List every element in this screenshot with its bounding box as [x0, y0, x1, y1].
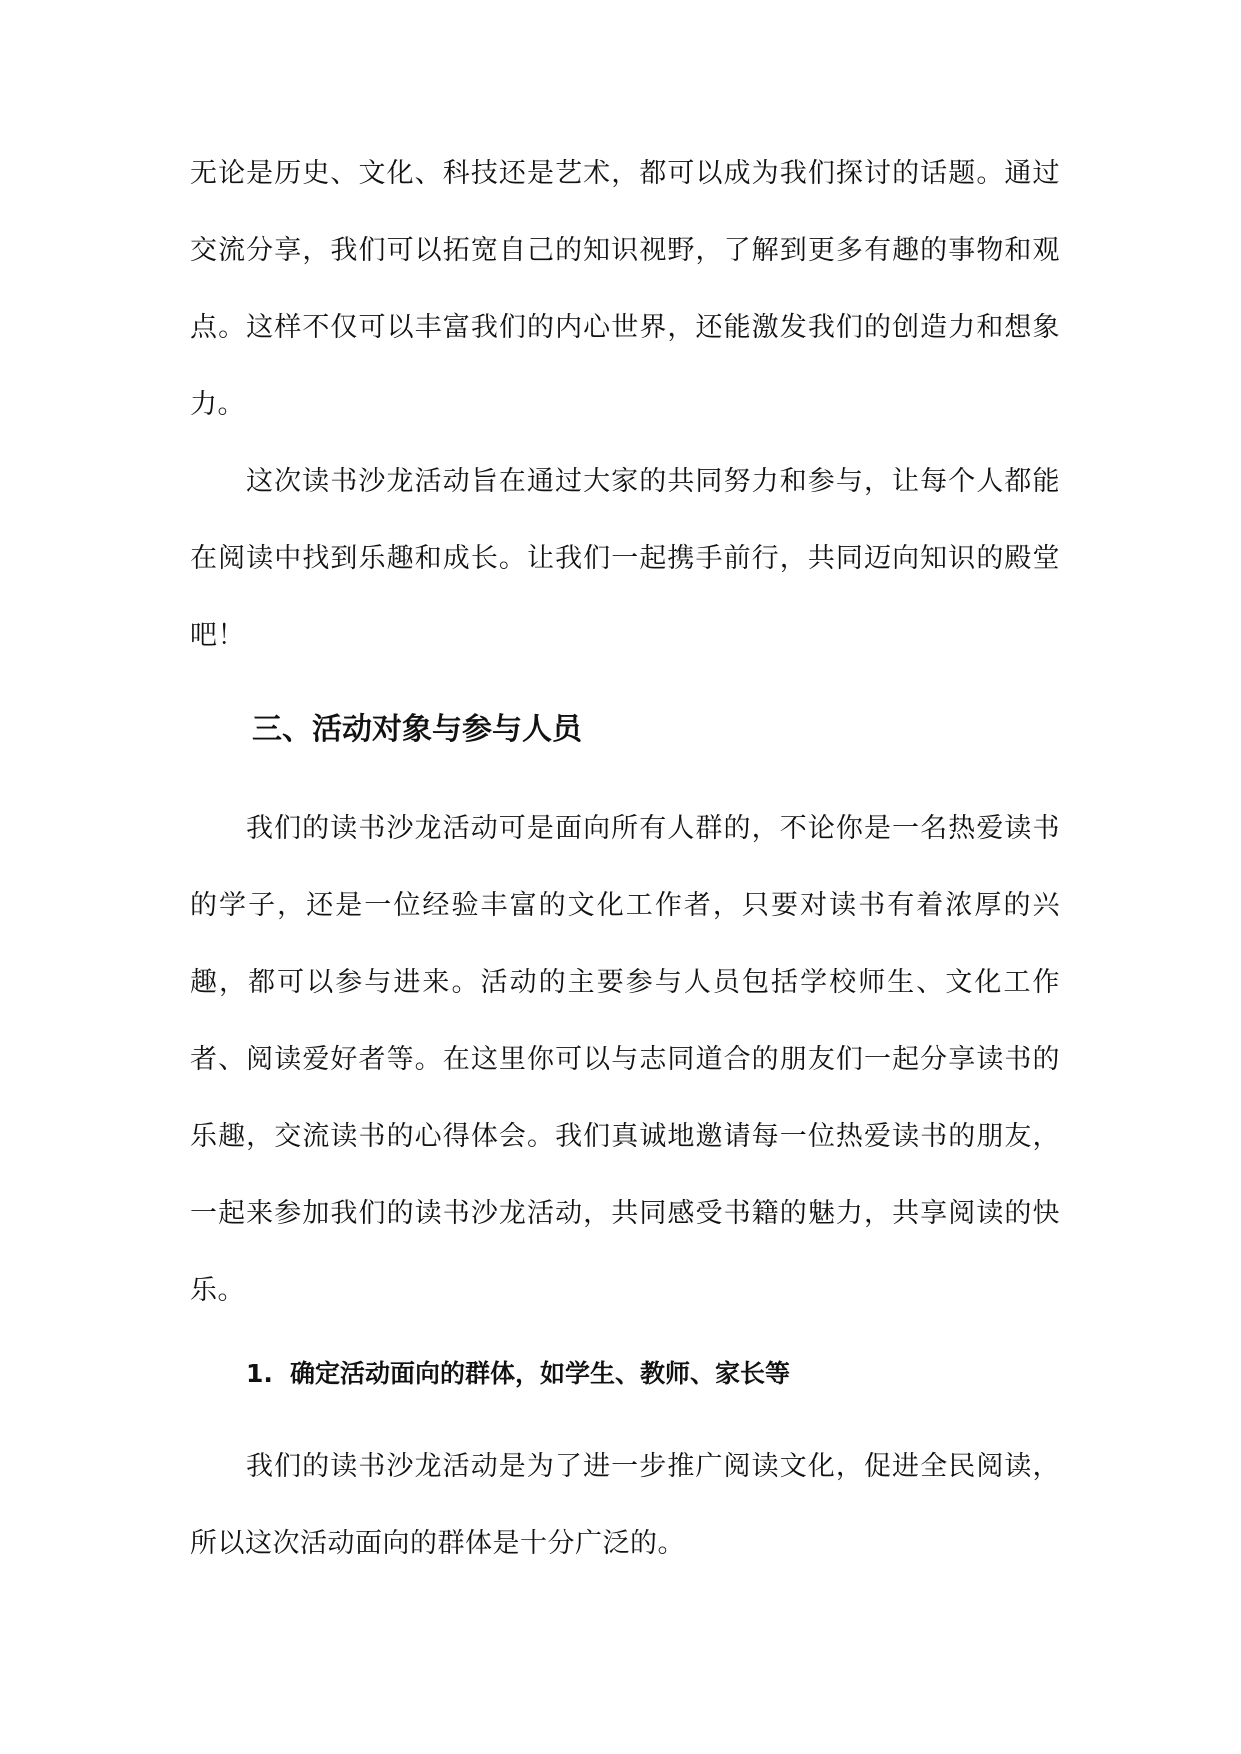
subheading-number: 1.: [246, 1359, 273, 1388]
section-heading: 三、活动对象与参与人员: [252, 712, 582, 747]
paragraph-audience: 我们的读书沙龙活动是为了进一步推广阅读文化，促进全民阅读，所以这次活动面向的群体是十分广泛的。: [190, 1451, 1060, 1559]
subheading: [246, 1356, 790, 1392]
paragraph-purpose: 这次读书沙龙活动旨在通过大家的共同努力和参与，让每个人都能在阅读中找到乐趣和成长。让我们一起携手前行，共同迈向知识的殿堂吧！: [190, 466, 1060, 651]
paragraph-participants: 我们的读书沙龙活动可是面向所有人群的，不论你是一名热爱读书的学子，还是一位经验丰富的文化工作者，只要对读书有着浓厚的兴趣，都可以参与进来。活动的主要参与人员包括学校师生、文化工作者、阅读爱好者等。在这里你可以与志同道合的朋友们一起分享读书的乐趣，交流读书的心得体会。我们真诚地邀请每一位热爱读书的朋友，一起来参加我们的读书沙龙活动，共同感受书籍的魅力，共享阅读的快乐。: [190, 813, 1060, 1306]
subheading-text: 确定活动面向的群体，如学生、教师、家长等: [290, 1359, 791, 1388]
paragraph-topics: 无论是历史、文化、科技还是艺术，都可以成为我们探讨的话题。通过交流分享，我们可以拓宽自己的知识视野，了解到更多有趣的事物和观点。这样不仅可以丰富我们的内心世界，还能激发我们的创造力和想象力。: [190, 158, 1060, 420]
